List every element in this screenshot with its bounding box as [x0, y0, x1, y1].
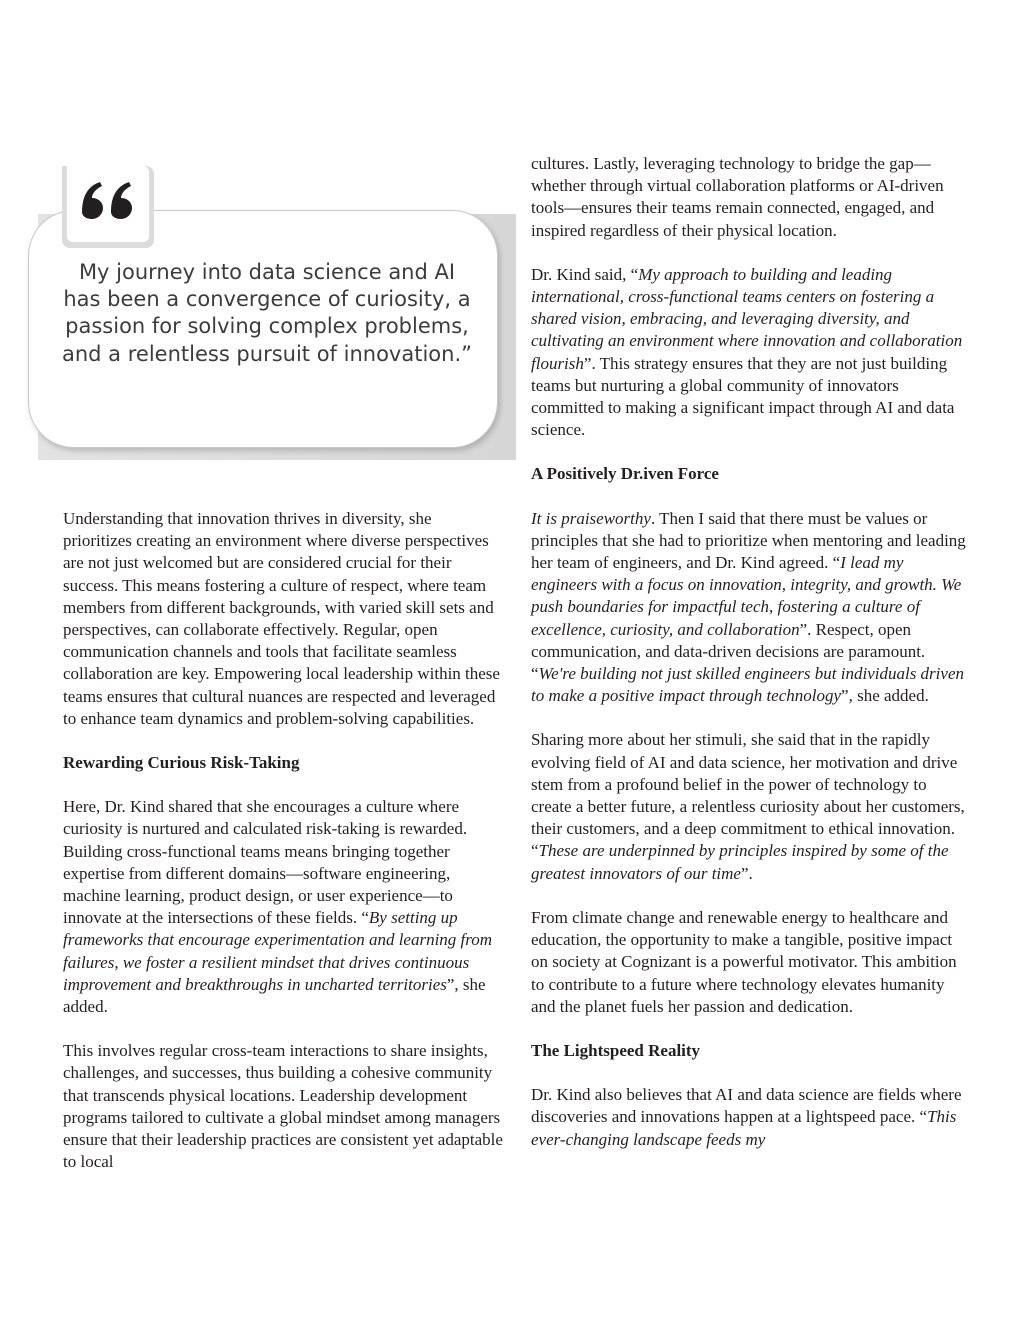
- paragraph: Here, Dr. Kind shared that she encourages a culture where curiosity is nurtured and calculated risk-taking is rewarded. Building cross-functional teams means bringing together expertise from different domains—software engineering, machine learning, product design, or user experience—to innovate at the intersections of these fields. “By setting up frameworks that encourage experimentation and learning from failures, we foster a resilient mindset that drives continuous improvement and breakthroughs in uncharted territories”, she added.: [63, 797, 493, 1017]
- paragraph: This involves regular cross-team interactions to share insights, challenges, and successes, thus building a cohesive community that transcends physical locations. Leadership development programs tailored to cultivate a global mindset among managers ensure that their leadership practices are consistent yet adaptable to local: [63, 1041, 503, 1172]
- quote-open-icon: [76, 168, 140, 232]
- paragraph: cultures. Lastly, leveraging technology to bridge the gap—whether through virtual collaboration platforms or AI-driven tools—ensures their teams remain connected, engaged, and inspired regardless of their physical location.: [531, 154, 944, 240]
- section-heading: Rewarding Curious Risk-Taking: [63, 753, 300, 773]
- right-column: [531, 153, 971, 1173]
- section-heading: The Lightspeed Reality: [531, 1040, 701, 1060]
- paragraph: Dr. Kind also believes that AI and data science are fields where discoveries and innovations happen at a lightspeed pace. “This ever-changing landscape feeds my: [531, 1085, 962, 1149]
- quote-italic: These are underpinned by principles inspired by some of the greatest innovators of our time: [531, 841, 949, 883]
- section-heading: A Positively Dr.iven Force: [531, 464, 719, 484]
- paragraph: Dr. Kind said, “My approach to building and leading international, cross-functional teams centers on fostering a shared vision, embracing, and leveraging diversity, and cultivating an environment where innovation and collaboration flourish”. This strategy ensures that they are not just building teams but nurturing a global community of innovators committed to making a significant impact through AI and data science.: [531, 264, 963, 440]
- quote-italic: By setting up frameworks that encourage experimentation and learning from failures, we foster a resilient mindset that drives continuous improvement and breakthroughs in uncharted territories: [63, 908, 493, 994]
- quote-italic: My approach to building and leading international, cross-functional teams centers on fostering a shared vision, embracing, and leveraging diversity, and cultivating an environment where innovation and collaboration flourish: [531, 264, 963, 373]
- quote-italic: It is praiseworthy: [531, 508, 651, 528]
- quote-italic: We're building not just skilled engineers but individuals driven to make a positive impact through technology: [531, 664, 964, 706]
- quote-italic: I lead my engineers with a focus on innovation, integrity, and growth. We push boundaries for impactful tech, fostering a culture of excellence, curiosity, and collaboration: [531, 553, 962, 639]
- paragraph: Sharing more about her stimuli, she said that in the rapidly evolving field of AI and data science, her motivation and drive stem from a profound belief in the power of technology to create a better future, a relentless curiosity about her customers, their customers, and a deep commitment to ethical innovation. “These are underpinned by principles inspired by some of the greatest innovators of our time”.: [531, 730, 965, 883]
- quote-italic: This ever-changing landscape feeds my: [531, 1107, 957, 1149]
- paragraph: Understanding that innovation thrives in diversity, she prioritizes creating an environment where diverse perspectives are not just welcomed but are considered crucial for their success. This means fostering a culture of respect, where team members from different backgrounds, with varied skill sets and perspectives, can collaborate effectively. Regular, open communication channels and tools that facilitate seamless collaboration are key. Empowering local leadership within these teams ensures that cultural nuances are respected and leveraged to enhance team dynamics and problem-solving capabilities.: [63, 509, 500, 728]
- paragraph: It is praiseworthy. Then I said that there must be values or principles that she had to prioritize when mentoring and leading her team of engineers, and Dr. Kind agreed. “I lead my engineers with a focus on innovation, integrity, and growth. We push boundaries for impactful tech, fostering a culture of excellence, curiosity, and collaboration”. Respect, open communication, and data-driven decisions are paramount. “We're building not just skilled engineers but individuals driven to make a positive impact through technology”, she added.: [531, 508, 966, 706]
- pull-quote-text: My journey into data science and AI has been a convergence of curiosity, a passion for solving complex problems, and a relentless pursuit of innovation.”: [62, 260, 472, 366]
- left-column: [63, 508, 503, 1195]
- paragraph: From climate change and renewable energy to healthcare and education, the opportunity to make a tangible, positive impact on society at Cognizant is a powerful motivator. This ambition to contribute to a future where technology elevates humanity and the planet fuels her passion and dedication.: [531, 907, 957, 1016]
